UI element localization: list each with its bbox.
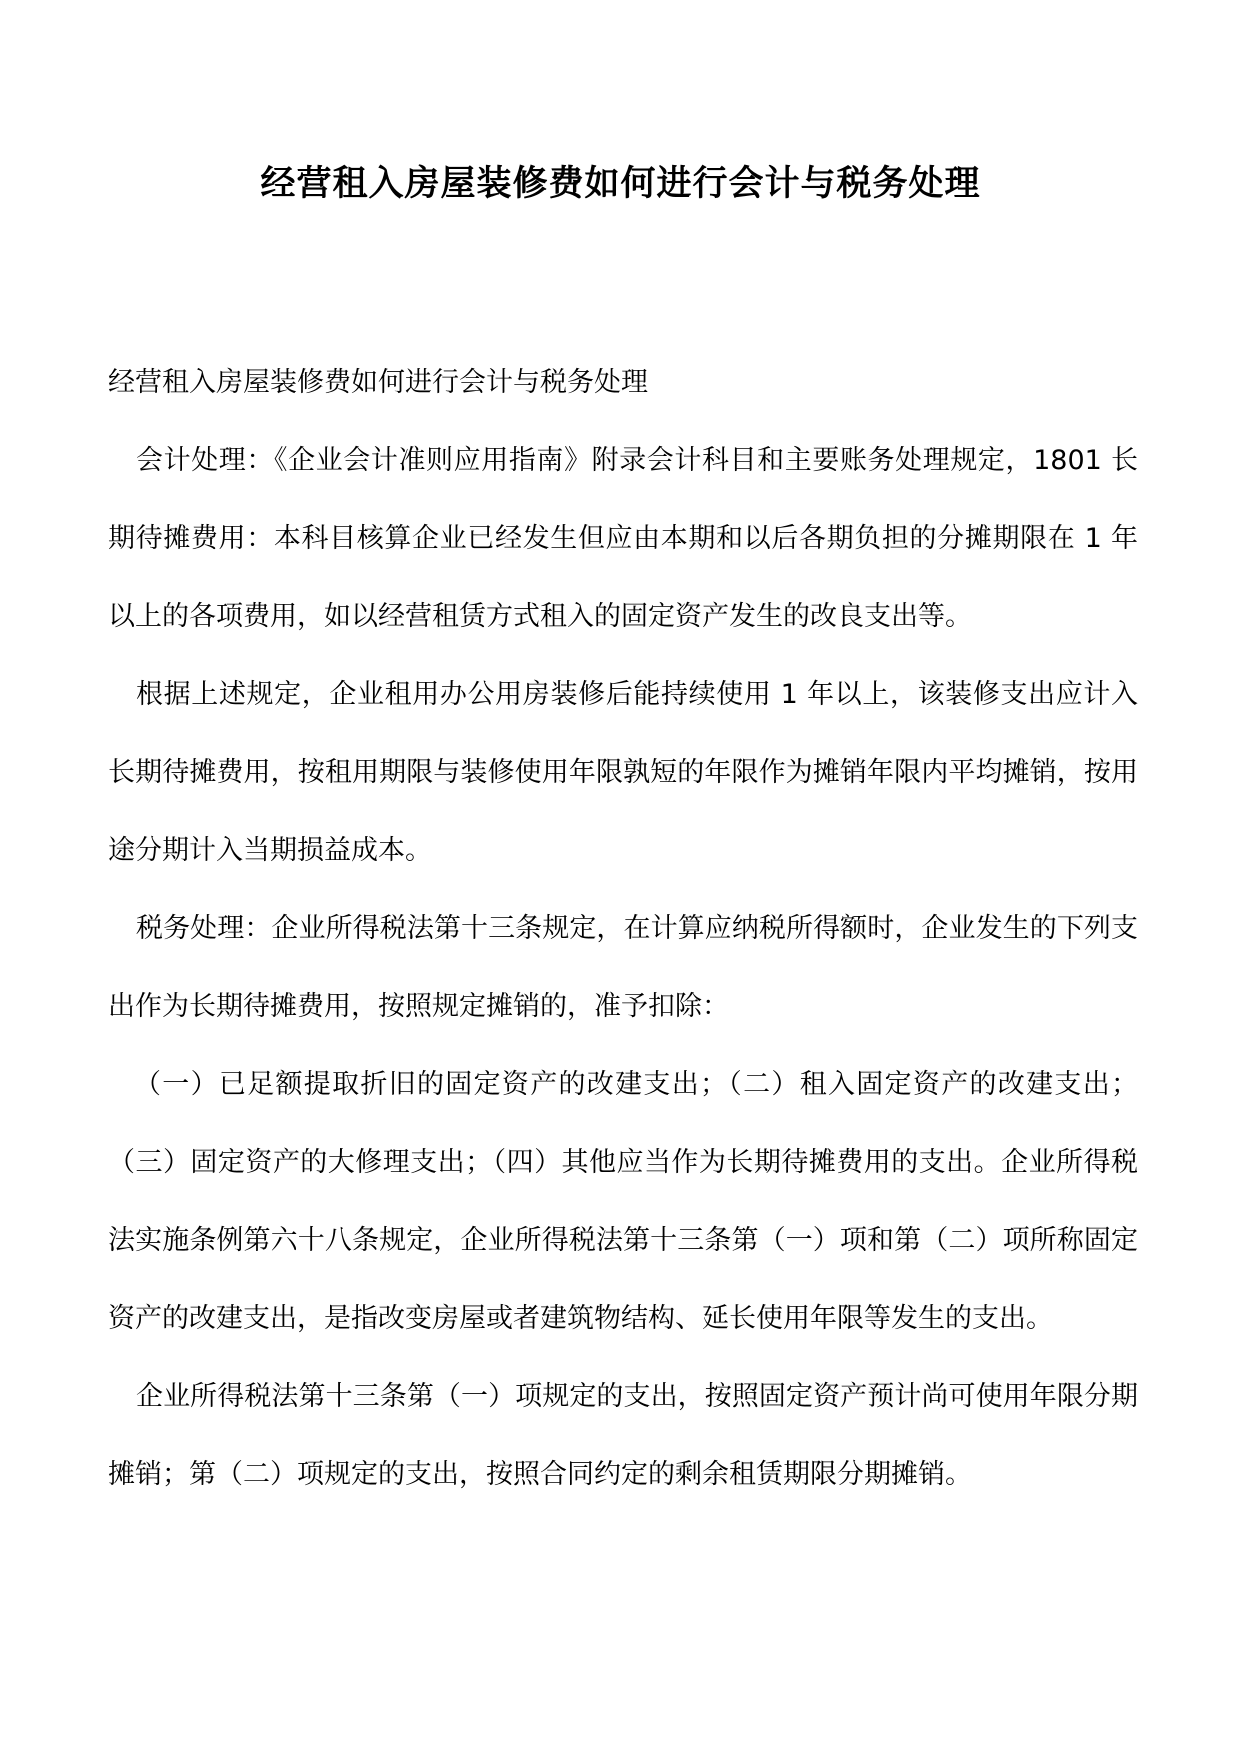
paragraph-regulation-summary: 根据上述规定，企业租用办公用房装修后能持续使用 1 年以上，该装修支出应计入长期待摊费用，按租用期限与装修使用年限孰短的年限作为摊销年限内平均摊销，按用途分期计入当期损益成本。 bbox=[108, 679, 1138, 866]
document-body bbox=[108, 344, 1138, 1514]
paragraph-tax-treatment: 税务处理：企业所得税法第十三条规定，在计算应纳税所得额时，企业发生的下列支出作为长期待摊费用，按照规定摊销的，准予扣除： bbox=[108, 913, 1138, 1022]
page-title: 经营租入房屋装修费如何进行会计与税务处理 bbox=[260, 164, 981, 204]
paragraph-expenditure-list: （一）已足额提取折旧的固定资产的改建支出；（二）租入固定资产的改建支出；（三）固定资产的大修理支出；（四）其他应当作为长期待摊费用的支出。企业所得税法实施条例第六十八条规定，企业所得税法第十三条第（一）项和第（二）项所称固定资产的改建支出，是指改变房屋或者建筑物结构、延长使用年限等发生的支出。 bbox=[108, 1069, 1138, 1334]
paragraph-accounting-treatment: 会计处理：《企业会计准则应用指南》附录会计科目和主要账务处理规定，1801 长期待摊费用：本科目核算企业已经发生但应由本期和以后各期负担的分摊期限在 1 年以上的各项费用，如以经营租赁方式租入的固定资产发生的改良支出等。 bbox=[108, 445, 1138, 632]
paragraph-subtitle: 经营租入房屋装修费如何进行会计与税务处理 bbox=[108, 367, 648, 398]
paragraph-amortization-rule: 企业所得税法第十三条第（一）项规定的支出，按照固定资产预计尚可使用年限分期摊销；第（二）项规定的支出，按照合同约定的剩余租赁期限分期摊销。 bbox=[108, 1381, 1138, 1490]
